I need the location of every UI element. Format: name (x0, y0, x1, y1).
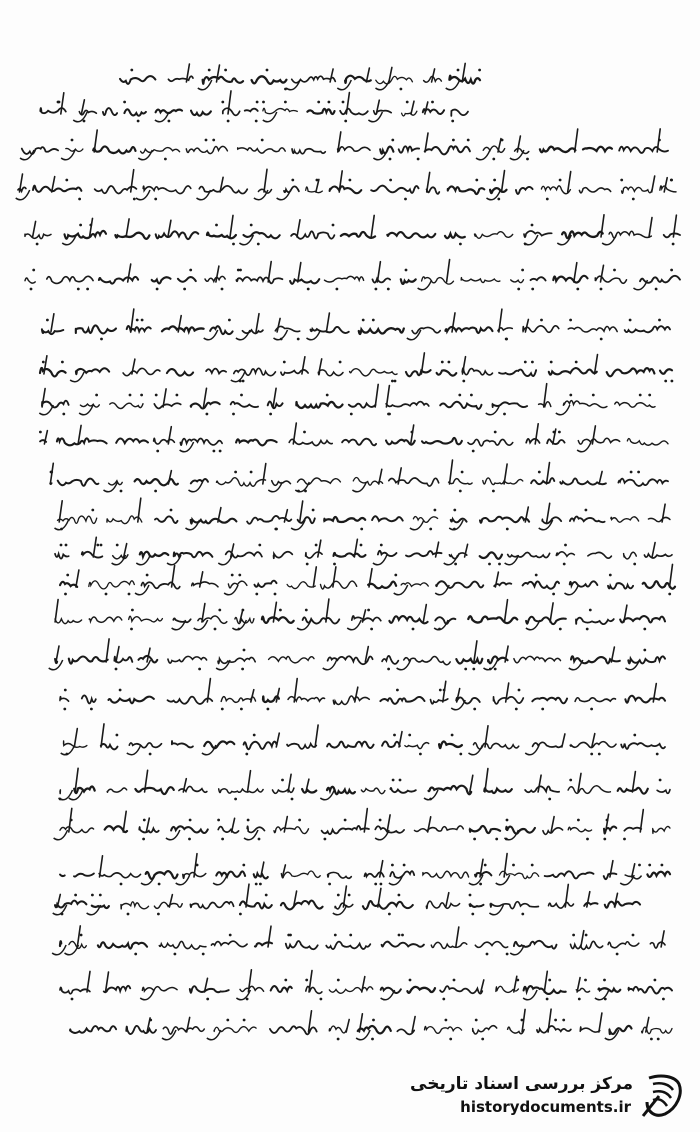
handwritten-line (20, 129, 668, 161)
handwritten-line (53, 884, 640, 915)
watermark-website: historydocuments.ir (460, 1098, 631, 1116)
handwritten-line (50, 460, 668, 492)
handwritten-line (42, 309, 670, 340)
handwritten-line (16, 169, 676, 200)
handwritten-line (39, 384, 655, 416)
handwritten-line (120, 63, 481, 90)
handwritten-line (55, 599, 665, 630)
handwritten-line (55, 537, 672, 565)
handwritten-line (54, 808, 670, 840)
handwritten-line (25, 215, 680, 246)
handwritten-line (52, 926, 665, 955)
handwritten-line (59, 768, 671, 800)
handwritten-line (70, 1009, 672, 1040)
handwritten-line (25, 260, 680, 291)
handwritten-line (60, 854, 670, 886)
handwritten-line (55, 498, 671, 530)
handwritten-line (60, 970, 672, 1001)
handwritten-line (40, 353, 673, 383)
handwritten-line (40, 91, 468, 123)
handwritten-line (49, 639, 665, 670)
handwritten-line (61, 724, 665, 755)
scroll-quill-icon (641, 1072, 685, 1118)
handwritten-line (60, 564, 675, 595)
handwritten-line (39, 423, 668, 452)
handwritten-line (60, 679, 665, 711)
watermark (410, 1070, 685, 1122)
watermark-org-name: مرکز بررسی اسناد تاریخی (410, 1074, 633, 1094)
